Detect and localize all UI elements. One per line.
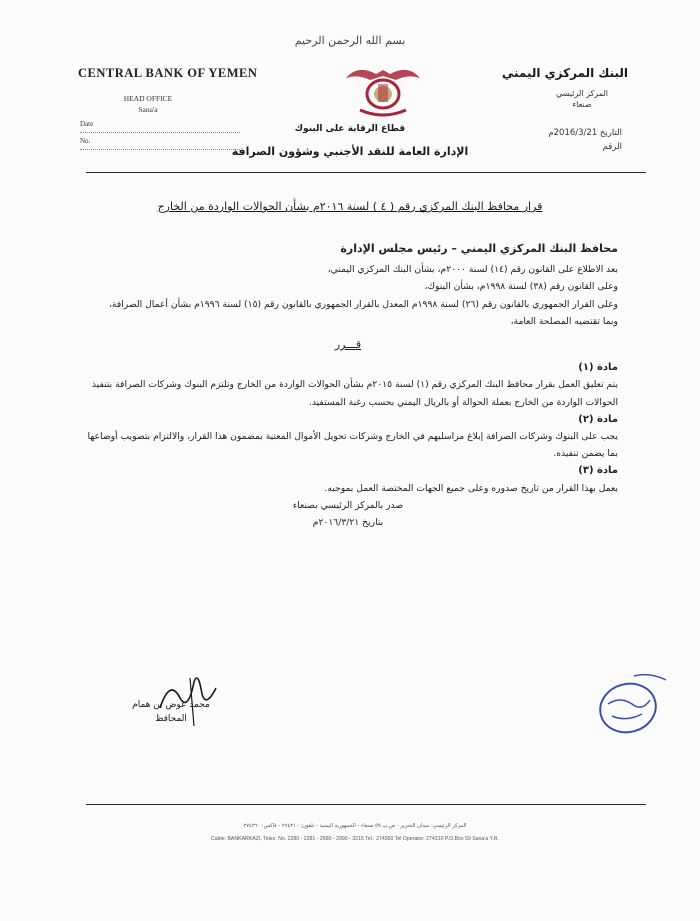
date-field-en: Date	[80, 120, 240, 133]
sector-title: قطاع الرقابة على البنوك	[294, 124, 406, 134]
signatory-name: محمد عوض بن همام	[132, 700, 210, 710]
office-label-ar: المركز الرئيسي	[556, 89, 608, 98]
article-text: يعمل بهذا القرار من تاريخ صدوره وعلى جميع الجهات المختصة العمل بموجبه.	[324, 482, 618, 494]
bank-name-ar: البنك المركزي اليمني	[501, 66, 628, 80]
header-divider	[86, 172, 646, 173]
article-heading: مادة (٣)	[578, 465, 618, 477]
number-field-ar: الرقم	[602, 142, 622, 152]
city-label-ar: صنعاء	[572, 100, 592, 109]
city-label-en: Sana'a	[138, 105, 158, 114]
issued-place: صدر بالمركز الرئيسي بصنعاء	[292, 499, 404, 511]
yemen-emblem-icon	[338, 60, 428, 120]
office-label-en: HEAD OFFICE	[123, 94, 173, 103]
bank-name-en: CENTRAL BANK OF YEMEN	[78, 66, 258, 80]
preamble-line: وعلى القرار الجمهوري بالقانون رقم (٢٦) لسنة ١٩٩٨م المعدل بالقرار الجمهوري بالقانون رقم (١٥) لسنة ١٩٩٦م بشأن أعمال الصرافة،	[108, 298, 618, 310]
footer-address-ar: المركز الرئيسي: ميدان التحرير - ص.ب ٥٩ صنعاء - الجمهورية اليمنية - تلفون: ٢٧٤٣١٠ - فاكس: ٢٧٤٣٦٠	[243, 823, 467, 829]
decision-title: قرار محافظ البنك المركزي رقم ( ٤ ) لسنة ٢٠١٦م بشأن الحوالات الواردة من الخارج	[157, 200, 543, 213]
preamble-line: وبما تقتضيه المصلحة العامة،	[510, 315, 618, 327]
basmala: بسم الله الرحمن الرحيم	[294, 34, 406, 47]
office-ar	[556, 88, 608, 110]
governor-line: محافظ البنك المركزي اليمني – رئيس مجلس الإدارة	[340, 242, 618, 255]
article-heading: مادة (١)	[578, 362, 618, 374]
document-body	[78, 240, 618, 531]
signatory-block	[96, 698, 246, 726]
number-field-en: No.	[80, 137, 240, 150]
official-stamp-icon	[590, 670, 670, 740]
footer-divider	[86, 804, 646, 805]
article-heading: مادة (٢)	[578, 413, 618, 425]
date-field-ar: التاريخ 2016/3/21م	[548, 128, 622, 138]
signatory-title: المحافظ	[155, 714, 187, 724]
decides-heading: قـــرر	[334, 338, 362, 352]
preamble-line: بعد الاطلاع على القانون رقم (١٤) لسنة ٢٠٠٠م، بشأن البنك المركزي اليمني،	[327, 264, 618, 276]
article-text: يجب على البنوك وشركات الصرافة إبلاغ مراسليهم في الخارج وشركات تحويل الأموال المعنية بمضمون هذا القرار، والالتزام بتصويب أوضاعها بما يضمن تنفيذه.	[87, 431, 618, 460]
article-text: يتم تعليق العمل بقرار محافظ البنك المركزي رقم (١) لسنة ٢٠١٥م بشأن الحوالات الواردة من الخارج وتلتزم البنوك وشركات الصرافة بتنفيذ الحوالات الواردة من الخارج بعملة الحوالة أو بالريال اليمني بحسب رغبة المستفيد.	[91, 379, 618, 408]
office-en	[78, 93, 218, 115]
footer-address-en: Cable: BANKARKAZI, Telex: No. 2280 - 2281 - 2680 - 2990 - 3215 Tel.: 274360 Tel Operator: 274310 P.O.Box 59 Sana'a Y.R.	[211, 836, 499, 842]
issued-date: بتاريخ ٢٠١٦/٣/٢١م	[312, 517, 384, 529]
preamble-line: وعلى القانون رقم (٣٨) لسنة ١٩٩٨م، بشأن البنوك،	[424, 281, 618, 293]
department-title: الإدارة العامة للنقد الأجنبي وشؤون الصرافة	[231, 145, 469, 158]
